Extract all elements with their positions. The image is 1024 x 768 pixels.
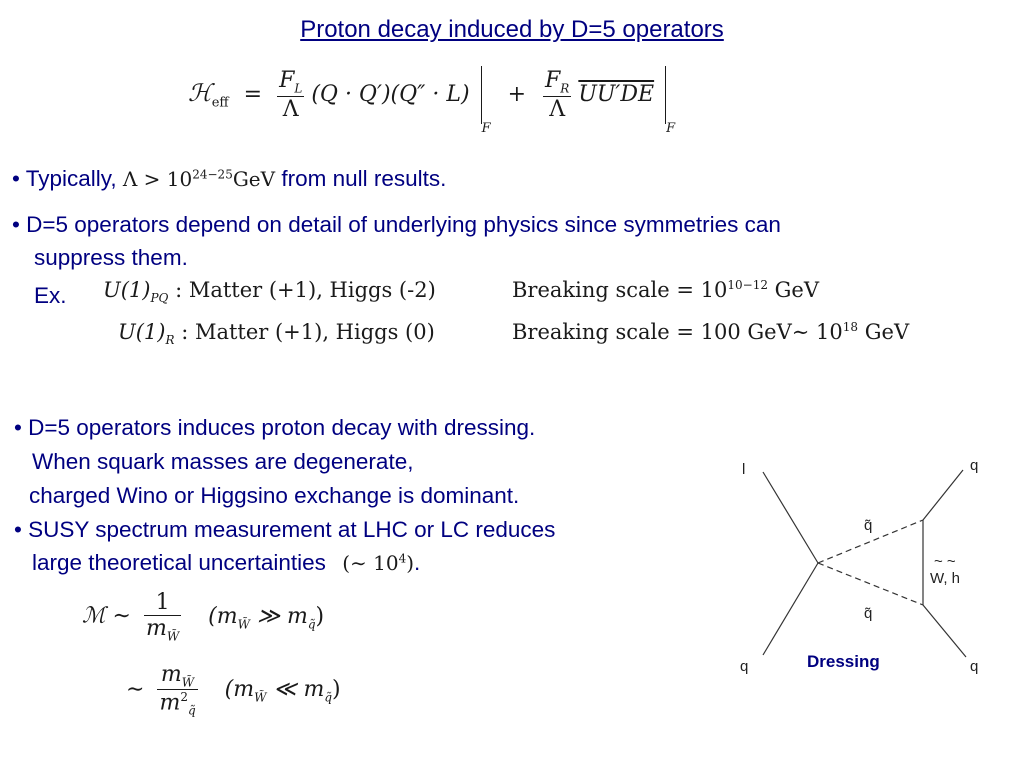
bullet-dressing-line2: When squark masses are degenerate, [32,449,414,474]
fraction-fl-lambda: $\frac{F_L}{\Lambda}$ [279,68,303,122]
bullet-d5-depend-line1: • D=5 operators depend on detail of underlying physics since symmetries can [12,212,781,237]
label-tildes: ~ ~ [934,553,956,570]
quark-line-bottom-left [763,563,818,655]
bullet-dressing-line3: charged Wino or Higgsino exchange is dominant. [29,483,520,508]
label-squark-top: q̃ [864,517,873,534]
bullet-dressing-line1: • D=5 operators induces proton decay with dressing. [14,415,536,440]
heff-equation: ℋ$_{eff}$ = $\frac{F_L}{\Lambda}$ (Q · Q′)(Q″ · L) $_F$ + $\frac{F_R}{\Lambda}$ UU′DE $_F$ [188,66,675,136]
bullet-typically: • Typically, $\Lambda > 10^{24-25}GeV$ from null results. [12,166,447,191]
label-q-top-right: q [970,457,979,474]
dressing-feynman-diagram [730,450,1000,690]
label-q-bottom-right: q [970,658,979,675]
quark-line-bottom-right [923,605,966,657]
bullet-susy-line2: large theoretical uncertainties (∼ $10^4$). [32,550,421,575]
amplitude-formula-2: ∼ $\frac{m_{W̃}}{m^2_{q̃}}$ ($m_{W̃}$ ≪ $m_{q̃}$) [126,662,341,719]
label-squark-bottom: q̃ [864,605,873,622]
example-label: Ex. [34,283,67,308]
squark-line-bottom [818,563,923,605]
bullet-susy-line1: • SUSY spectrum measurement at LHC or LC reduces [14,517,556,542]
lepton-line [763,472,818,563]
breaking-scale-r: Breaking scale = 100 GeV∼ $10^{18}$ GeV [512,320,910,344]
page-title: Proton decay induced by D=5 operators [300,16,724,43]
dressing-caption: Dressing [807,652,880,671]
bullet-d5-depend-line2: suppress them. [34,245,188,270]
label-l-top: l [742,461,746,478]
fraction-fr-lambda: $\frac{F_R}{\Lambda}$ [545,68,570,122]
example-u1-r: $U(1)_R$ : Matter (+1), Higgs (0) [118,320,435,348]
example-u1-pq: $U(1)_{PQ}$ : Matter (+1), Higgs (-2) [103,278,436,306]
amplitude-formula-1: ℳ ∼ $\frac{1}{m_{W̃}}$ ($m_{W̃}$ ≫ $m_{q̃}$) [82,590,325,644]
breaking-scale-pq: Breaking scale = $10^{10-12}$ GeV [512,278,820,302]
label-w-h: W, h [930,570,961,587]
quark-line-top-right [923,470,963,520]
label-q-bottom-left: q [740,658,749,675]
